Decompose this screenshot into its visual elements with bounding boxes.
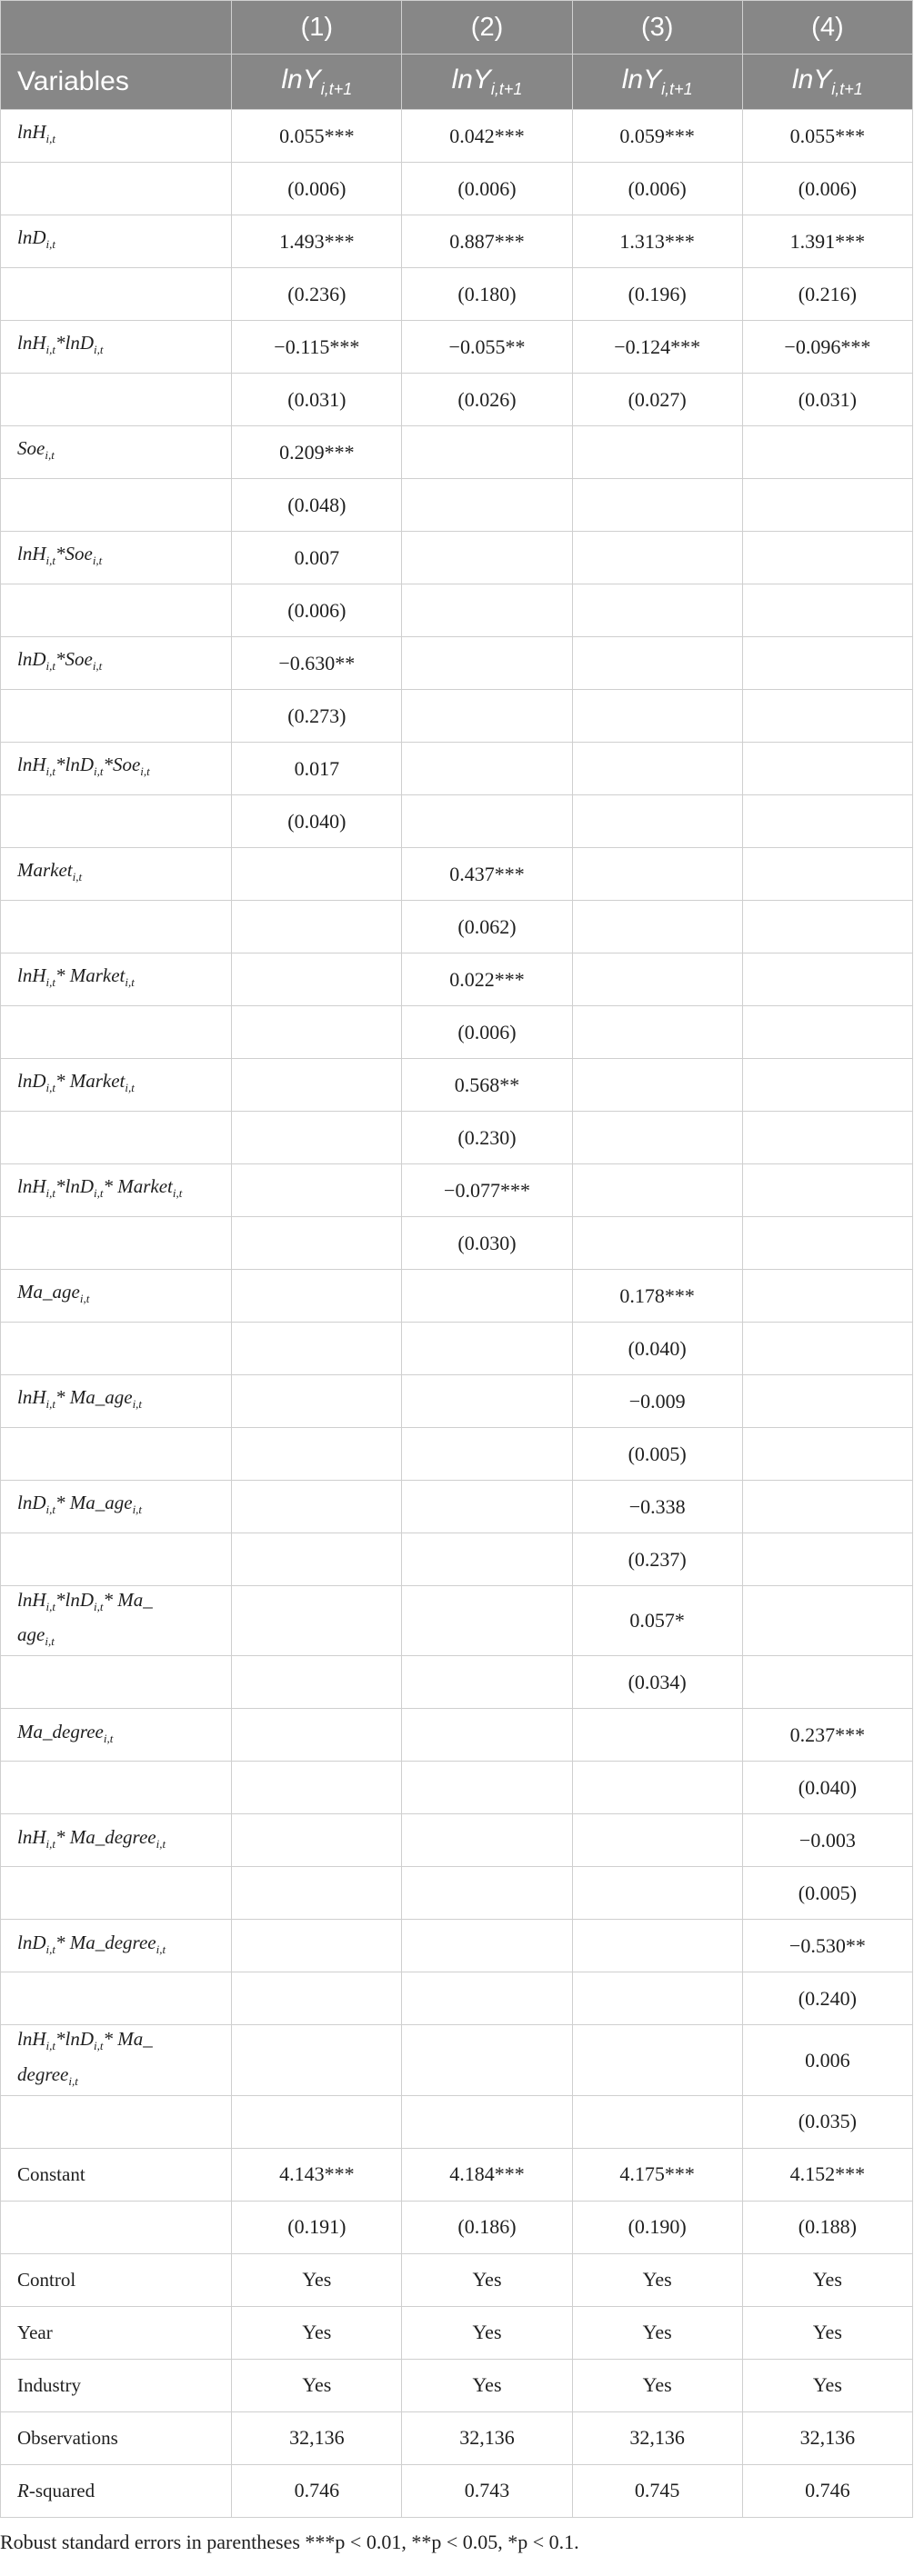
variable-label: lnH$_{i,t}$*lnD$_{i,t}$* Ma_ age$_{i,t}$ (1, 1586, 232, 1656)
table-cell (402, 1762, 572, 1814)
variable-label: lnD$_{i,t}$*Soe$_{i,t}$ (1, 637, 232, 690)
table-cell (742, 1059, 912, 1112)
variables-header: Variables (1, 55, 232, 110)
table-cell: Yes (742, 2253, 912, 2306)
variable-label (1, 1217, 232, 1270)
table-cell: Yes (232, 2359, 402, 2411)
table-cell (232, 1006, 402, 1059)
table-cell: (0.006) (232, 163, 402, 215)
table-cell (572, 2095, 742, 2148)
table-row (1, 532, 913, 584)
table-row (1, 1920, 913, 1972)
column-number: (3) (572, 1, 742, 55)
variable-label: R-squared (1, 2464, 232, 2517)
table-cell: (0.006) (742, 163, 912, 215)
table-row (1, 1428, 913, 1481)
dependent-variable-header: lnY$_{i,t+1}$ (402, 55, 572, 110)
table-cell (402, 1972, 572, 2025)
table-cell (742, 584, 912, 637)
variable-label (1, 2201, 232, 2253)
table-cell (572, 743, 742, 795)
table-cell: (0.186) (402, 2201, 572, 2253)
table-cell (232, 1059, 402, 1112)
dependent-variable-header: lnY$_{i,t+1}$ (232, 55, 402, 110)
table-cell: 32,136 (572, 2411, 742, 2464)
table-cell (742, 1270, 912, 1323)
table-cell (232, 2095, 402, 2148)
table-cell (572, 1762, 742, 1814)
table-cell: 0.745 (572, 2464, 742, 2517)
table-cell (232, 1709, 402, 1762)
table-row (1, 2253, 913, 2306)
table-cell (742, 901, 912, 954)
table-cell (402, 2025, 572, 2095)
header-row-vars (1, 55, 913, 110)
table-cell: (0.237) (572, 1533, 742, 1586)
table-cell: 0.746 (742, 2464, 912, 2517)
table-cell: 1.391*** (742, 215, 912, 268)
table-row (1, 426, 913, 479)
variable-label (1, 1762, 232, 1814)
table-cell: 0.437*** (402, 848, 572, 901)
table-cell (232, 1164, 402, 1217)
table-row (1, 1270, 913, 1323)
table-cell (572, 426, 742, 479)
table-row (1, 2095, 913, 2148)
table-cell (572, 901, 742, 954)
column-number: (4) (742, 1, 912, 55)
table-cell: (0.188) (742, 2201, 912, 2253)
table-cell: −0.530** (742, 1920, 912, 1972)
table-cell: −0.003 (742, 1814, 912, 1867)
table-cell: (0.040) (742, 1762, 912, 1814)
table-cell: (0.196) (572, 268, 742, 321)
table-cell: 4.175*** (572, 2148, 742, 2201)
table-row (1, 901, 913, 954)
table-cell: 0.237*** (742, 1709, 912, 1762)
table-cell (232, 1920, 402, 1972)
table-cell (742, 1656, 912, 1709)
table-cell (232, 1428, 402, 1481)
variable-label: Market$_{i,t}$ (1, 848, 232, 901)
table-cell: 0.042*** (402, 110, 572, 163)
table-row (1, 1164, 913, 1217)
table-cell (232, 848, 402, 901)
table-cell (402, 1323, 572, 1375)
table-cell: (0.006) (232, 584, 402, 637)
table-cell (742, 1164, 912, 1217)
variable-label (1, 1972, 232, 2025)
variable-label (1, 1867, 232, 1920)
table-cell (402, 795, 572, 848)
variable-label: lnD$_{i,t}$* Market$_{i,t}$ (1, 1059, 232, 1112)
table-cell (402, 1270, 572, 1323)
table-cell: (0.031) (232, 374, 402, 426)
table-cell (572, 1164, 742, 1217)
table-cell (572, 954, 742, 1006)
table-cell: 1.493*** (232, 215, 402, 268)
table-cell (742, 1428, 912, 1481)
table-cell (402, 1481, 572, 1533)
table-row (1, 1112, 913, 1164)
table-cell (232, 1586, 402, 1656)
table-cell (232, 954, 402, 1006)
table-cell: 32,136 (232, 2411, 402, 2464)
table-cell (742, 426, 912, 479)
table-cell: (0.236) (232, 268, 402, 321)
variable-label: lnH$_{i,t}$ (1, 110, 232, 163)
table-row (1, 743, 913, 795)
table-cell: (0.006) (402, 163, 572, 215)
variable-label: lnH$_{i,t}$* Ma_degree$_{i,t}$ (1, 1814, 232, 1867)
table-cell: 4.143*** (232, 2148, 402, 2201)
variable-label (1, 163, 232, 215)
table-row (1, 2306, 913, 2359)
table-row (1, 321, 913, 374)
table-row (1, 110, 913, 163)
variable-label: lnH$_{i,t}$*lnD$_{i,t}$ (1, 321, 232, 374)
table-row (1, 848, 913, 901)
table-row (1, 1481, 913, 1533)
table-cell (402, 637, 572, 690)
table-cell: (0.035) (742, 2095, 912, 2148)
table-cell: (0.230) (402, 1112, 572, 1164)
variable-label: Control (1, 2253, 232, 2306)
table-cell (572, 1867, 742, 1920)
variable-label (1, 1428, 232, 1481)
table-cell (232, 1323, 402, 1375)
table-cell: (0.191) (232, 2201, 402, 2253)
table-cell: 0.059*** (572, 110, 742, 163)
table-cell (402, 1814, 572, 1867)
table-cell (402, 1867, 572, 1920)
variable-label (1, 2095, 232, 2148)
table-cell (572, 1920, 742, 1972)
table-cell (232, 1112, 402, 1164)
table-cell (402, 426, 572, 479)
table-body (1, 110, 913, 2518)
header-corner (1, 1, 232, 55)
table-cell (742, 1533, 912, 1586)
table-cell: 0.017 (232, 743, 402, 795)
table-cell (232, 1867, 402, 1920)
variable-label: lnD$_{i,t}$* Ma_age$_{i,t}$ (1, 1481, 232, 1533)
table-row (1, 2464, 913, 2517)
table-cell (572, 2025, 742, 2095)
table-row (1, 2411, 913, 2464)
column-number: (2) (402, 1, 572, 55)
table-row (1, 2201, 913, 2253)
table-cell (742, 1481, 912, 1533)
table-row (1, 954, 913, 1006)
table-cell (742, 848, 912, 901)
variable-label: Year (1, 2306, 232, 2359)
dependent-variable-header: lnY$_{i,t+1}$ (742, 55, 912, 110)
table-cell (402, 1375, 572, 1428)
table-cell (232, 1656, 402, 1709)
table-row (1, 215, 913, 268)
table-row (1, 1586, 913, 1656)
table-cell: (0.062) (402, 901, 572, 954)
table-row (1, 1867, 913, 1920)
table-cell: Yes (742, 2359, 912, 2411)
variable-label: lnH$_{i,t}$*lnD$_{i,t}$* Market$_{i,t}$ (1, 1164, 232, 1217)
table-cell: Yes (232, 2253, 402, 2306)
table-cell: (0.180) (402, 268, 572, 321)
table-footnote: Robust standard errors in parentheses ***p < 0.01, **p < 0.05, *p < 0.1. (0, 2531, 579, 2553)
table-cell (232, 1481, 402, 1533)
dependent-variable-header: lnY$_{i,t+1}$ (572, 55, 742, 110)
table-cell (572, 795, 742, 848)
table-cell (402, 1709, 572, 1762)
table-cell (232, 1375, 402, 1428)
table-cell (232, 2025, 402, 2095)
table-row (1, 1972, 913, 2025)
table-cell (402, 532, 572, 584)
table-cell (232, 1814, 402, 1867)
table-cell (572, 1059, 742, 1112)
variable-label: Soe$_{i,t}$ (1, 426, 232, 479)
table-cell: (0.030) (402, 1217, 572, 1270)
table-cell: 0.887*** (402, 215, 572, 268)
table-cell: −0.338 (572, 1481, 742, 1533)
table-cell (572, 1217, 742, 1270)
table-cell: (0.026) (402, 374, 572, 426)
table-cell (742, 1006, 912, 1059)
table-cell: (0.216) (742, 268, 912, 321)
variable-label: lnD$_{i,t}$ (1, 215, 232, 268)
table-cell (572, 1709, 742, 1762)
table-cell: Yes (572, 2253, 742, 2306)
table-cell: Yes (402, 2253, 572, 2306)
variable-label: Constant (1, 2148, 232, 2201)
table-row (1, 1814, 913, 1867)
table-cell: Yes (572, 2359, 742, 2411)
table-cell (742, 1112, 912, 1164)
column-number: (1) (232, 1, 402, 55)
variable-label: lnH$_{i,t}$* Market$_{i,t}$ (1, 954, 232, 1006)
table-cell: Yes (232, 2306, 402, 2359)
table-cell: (0.005) (742, 1867, 912, 1920)
variable-label: lnH$_{i,t}$*lnD$_{i,t}$* Ma_ degree$_{i,t}$ (1, 2025, 232, 2095)
table-cell (572, 532, 742, 584)
table-header (1, 1, 913, 110)
table-cell (742, 743, 912, 795)
variable-label: lnH$_{i,t}$*lnD$_{i,t}$*Soe$_{i,t}$ (1, 743, 232, 795)
table-cell: 0.209*** (232, 426, 402, 479)
table-cell (402, 1428, 572, 1481)
table-cell (742, 637, 912, 690)
table-cell (402, 2095, 572, 2148)
table-row (1, 1533, 913, 1586)
variable-label (1, 479, 232, 532)
table-cell (572, 1972, 742, 2025)
table-cell: (0.031) (742, 374, 912, 426)
variable-label: lnH$_{i,t}$* Ma_age$_{i,t}$ (1, 1375, 232, 1428)
table-cell: 0.568** (402, 1059, 572, 1112)
table-cell: (0.048) (232, 479, 402, 532)
variable-label (1, 901, 232, 954)
table-cell (402, 1533, 572, 1586)
table-row (1, 795, 913, 848)
table-cell: −0.124*** (572, 321, 742, 374)
table-cell (402, 1656, 572, 1709)
variable-label (1, 1533, 232, 1586)
table-cell: 0.055*** (232, 110, 402, 163)
table-row (1, 1217, 913, 1270)
table-cell: 32,136 (402, 2411, 572, 2464)
table-cell (232, 1972, 402, 2025)
variable-label (1, 795, 232, 848)
table-cell: 0.057* (572, 1586, 742, 1656)
table-cell: −0.055** (402, 321, 572, 374)
table-cell (572, 690, 742, 743)
table-row (1, 1762, 913, 1814)
variable-label: Ma_age$_{i,t}$ (1, 1270, 232, 1323)
table-cell: −0.009 (572, 1375, 742, 1428)
table-cell: 0.055*** (742, 110, 912, 163)
table-cell (402, 584, 572, 637)
table-cell: −0.630** (232, 637, 402, 690)
table-row (1, 1656, 913, 1709)
table-cell (742, 532, 912, 584)
variable-label (1, 1656, 232, 1709)
table-row (1, 2359, 913, 2411)
table-cell: (0.034) (572, 1656, 742, 1709)
table-cell: (0.240) (742, 1972, 912, 2025)
table-cell (572, 1112, 742, 1164)
table-cell: (0.005) (572, 1428, 742, 1481)
table-cell: Yes (742, 2306, 912, 2359)
table-row (1, 1323, 913, 1375)
table-cell: (0.006) (402, 1006, 572, 1059)
table-cell: (0.006) (572, 163, 742, 215)
table-cell: 0.007 (232, 532, 402, 584)
table-cell (572, 479, 742, 532)
table-cell: 0.746 (232, 2464, 402, 2517)
header-row-numbers (1, 1, 913, 55)
table-row (1, 1006, 913, 1059)
variable-label: Ma_degree$_{i,t}$ (1, 1709, 232, 1762)
variable-label (1, 1323, 232, 1375)
table-cell: 0.022*** (402, 954, 572, 1006)
table-cell: (0.027) (572, 374, 742, 426)
table-cell: 4.184*** (402, 2148, 572, 2201)
variable-label: lnH$_{i,t}$*Soe$_{i,t}$ (1, 532, 232, 584)
variable-label (1, 374, 232, 426)
table-row (1, 163, 913, 215)
table-cell (572, 848, 742, 901)
table-cell (232, 1533, 402, 1586)
table-cell (402, 1586, 572, 1656)
table-cell: Yes (402, 2306, 572, 2359)
table-row (1, 1059, 913, 1112)
variable-label (1, 690, 232, 743)
variable-label: Industry (1, 2359, 232, 2411)
table-cell: 0.743 (402, 2464, 572, 2517)
table-cell (742, 1586, 912, 1656)
table-cell: 0.006 (742, 2025, 912, 2095)
table-cell: −0.096*** (742, 321, 912, 374)
variable-label (1, 1006, 232, 1059)
table-cell (572, 637, 742, 690)
variable-label (1, 268, 232, 321)
table-cell (232, 1270, 402, 1323)
table-row (1, 584, 913, 637)
table-row (1, 2148, 913, 2201)
table-cell (232, 1217, 402, 1270)
table-cell: 1.313*** (572, 215, 742, 268)
variable-label (1, 1112, 232, 1164)
table-cell (572, 1814, 742, 1867)
table-row (1, 479, 913, 532)
table-cell: Yes (402, 2359, 572, 2411)
table-cell: Yes (572, 2306, 742, 2359)
table-cell: (0.190) (572, 2201, 742, 2253)
table-cell: (0.040) (572, 1323, 742, 1375)
variable-label: lnD$_{i,t}$* Ma_degree$_{i,t}$ (1, 1920, 232, 1972)
variable-label: Observations (1, 2411, 232, 2464)
table-cell: 0.178*** (572, 1270, 742, 1323)
table-cell (572, 584, 742, 637)
table-cell (742, 795, 912, 848)
table-row (1, 1375, 913, 1428)
table-row (1, 690, 913, 743)
table-cell: (0.273) (232, 690, 402, 743)
table-cell: −0.077*** (402, 1164, 572, 1217)
table-cell: 32,136 (742, 2411, 912, 2464)
table-cell (232, 1762, 402, 1814)
table-cell (742, 954, 912, 1006)
table-cell (232, 901, 402, 954)
table-cell (742, 479, 912, 532)
table-row (1, 637, 913, 690)
table-cell (742, 1323, 912, 1375)
table-cell: (0.040) (232, 795, 402, 848)
table-row (1, 2025, 913, 2095)
table-row (1, 374, 913, 426)
table-cell (402, 690, 572, 743)
table-row (1, 268, 913, 321)
table-cell (402, 479, 572, 532)
table-cell (742, 1217, 912, 1270)
table-cell (742, 1375, 912, 1428)
table-row (1, 1709, 913, 1762)
table-cell (742, 690, 912, 743)
table-cell (402, 1920, 572, 1972)
variable-label (1, 584, 232, 637)
table-cell: −0.115*** (232, 321, 402, 374)
table-cell (572, 1006, 742, 1059)
table-cell (402, 743, 572, 795)
table-cell: 4.152*** (742, 2148, 912, 2201)
